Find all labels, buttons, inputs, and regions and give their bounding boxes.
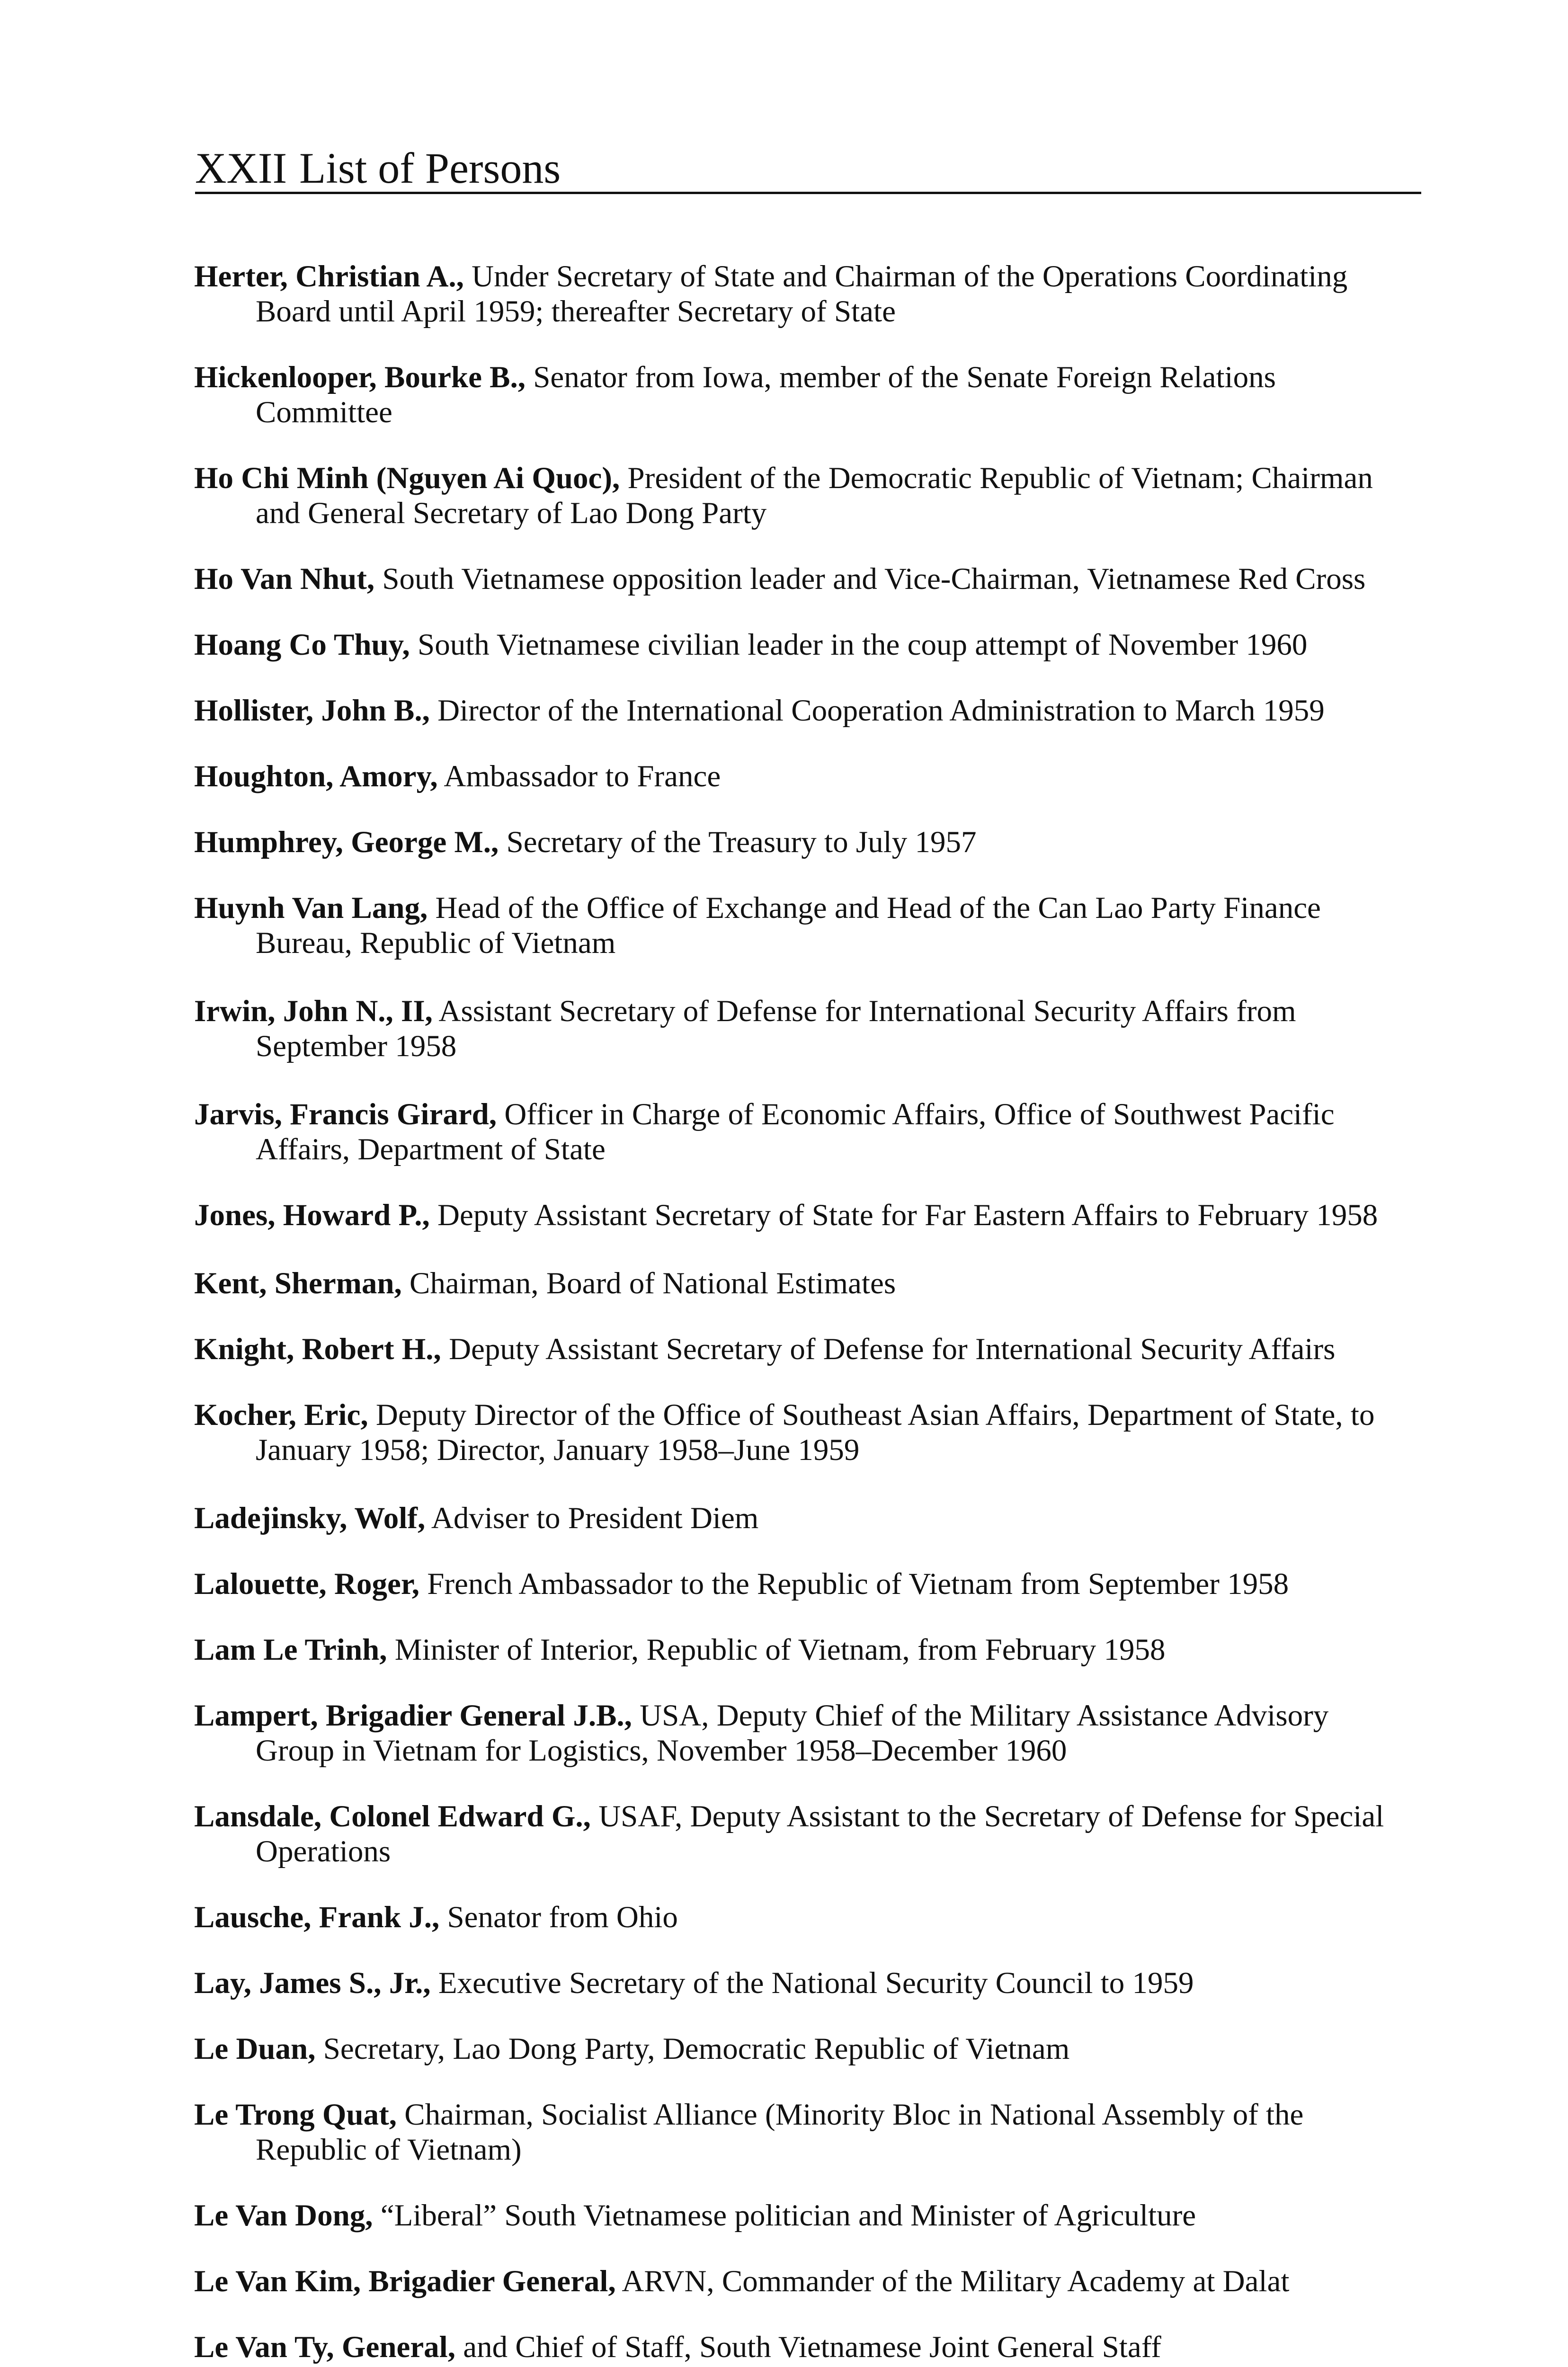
person-description: USAF, Deputy Assistant to the Secretary of Defense for Special Operations xyxy=(256,1799,1384,1869)
person-description: Senator from Ohio xyxy=(439,1900,678,1934)
person-name: Le Duan, xyxy=(194,2032,316,2066)
person-entry-jones xyxy=(194,1198,1411,1233)
person-description: Director of the International Cooperation Administration to March 1959 xyxy=(429,694,1325,728)
person-name: Le Van Dong, xyxy=(194,2198,373,2233)
header-text xyxy=(195,146,561,190)
person-name: Herter, Christian A., xyxy=(194,259,464,294)
person-description: Executive Secretary of the National Security Council to 1959 xyxy=(430,1966,1194,2000)
person-name: Lampert, Brigadier General J.B., xyxy=(194,1699,632,1733)
person-entry-lalouette xyxy=(194,1566,1411,1602)
person-name: Jarvis, Francis Girard, xyxy=(194,1097,497,1131)
person-name: Lam Le Trinh, xyxy=(194,1633,387,1667)
person-entry-hickenlooper xyxy=(194,360,1411,430)
person-entry-irwin xyxy=(194,994,1411,1064)
person-name: Hoang Co Thuy, xyxy=(194,628,410,662)
person-entry-ho-chi-minh xyxy=(194,461,1411,531)
person-name: Ho Chi Minh (Nguyen Ai Quoc), xyxy=(194,461,620,495)
person-entry-kent xyxy=(194,1266,1411,1301)
person-entry-huynh-van-lang xyxy=(194,890,1411,961)
person-name: Kocher, Eric, xyxy=(194,1398,368,1432)
person-entry-herter xyxy=(194,259,1411,329)
person-description: ARVN, Commander of the Military Academy at Dalat xyxy=(615,2264,1290,2298)
page-header xyxy=(195,129,1421,194)
person-description: Adviser to President Diem xyxy=(425,1501,759,1535)
page-title: List of Persons xyxy=(299,144,561,192)
person-name: Humphrey, George M., xyxy=(194,825,499,859)
person-name: Hickenlooper, Bourke B., xyxy=(194,360,526,394)
person-entry-le-duan xyxy=(194,2031,1411,2066)
persons-list xyxy=(194,228,1411,2367)
person-description: South Vietnamese civilian leader in the coup attempt of November 1960 xyxy=(410,628,1308,662)
person-entry-lampert xyxy=(194,1698,1411,1768)
person-name: Lausche, Frank J., xyxy=(194,1900,440,1934)
person-description: Deputy Assistant Secretary of Defense for International Security Affairs xyxy=(441,1332,1336,1366)
person-description: Under Secretary of State and Chairman of the Operations Coordinating Board until April 1959; thereafter Secretary of State xyxy=(256,259,1348,329)
person-description: French Ambassador to the Republic of Vietnam from September 1958 xyxy=(419,1567,1289,1601)
person-entry-houghton xyxy=(194,759,1411,794)
person-name: Ladejinsky, Wolf, xyxy=(194,1501,426,1535)
person-entry-le-van-dong xyxy=(194,2198,1411,2233)
person-description: Head of the Office of Exchange and Head of the Can Lao Party Finance Bureau, Republic of Vietnam xyxy=(256,891,1321,960)
person-name: Hollister, John B., xyxy=(194,694,430,728)
person-name: Le Van Ty, General, xyxy=(194,2330,455,2364)
person-entry-kocher xyxy=(194,1397,1411,1468)
person-name: Houghton, Amory, xyxy=(194,759,438,793)
person-entry-ho-van-nhut xyxy=(194,561,1411,596)
person-description: USA, Deputy Chief of the Military Assistance Advisory Group in Vietnam for Logistics, November 1958–December 1960 xyxy=(256,1699,1329,1768)
person-name: Lalouette, Roger, xyxy=(194,1567,419,1601)
person-entry-hollister xyxy=(194,693,1411,728)
person-description: Deputy Assistant Secretary of State for Far Eastern Affairs to February 1958 xyxy=(429,1198,1378,1232)
person-entry-lay xyxy=(194,1966,1411,2001)
person-name: Lansdale, Colonel Edward G., xyxy=(194,1799,591,1833)
person-entry-lam-le-trinh xyxy=(194,1632,1411,1667)
person-name: Kent, Sherman, xyxy=(194,1266,402,1300)
person-name: Le Van Kim, Brigadier General, xyxy=(194,2264,616,2298)
page-number: XXII xyxy=(195,144,287,192)
person-description: Chairman, Socialist Alliance (Minority Bloc in National Assembly of the Republic of Vietnam) xyxy=(256,2098,1304,2167)
person-name: Jones, Howard P., xyxy=(194,1198,430,1232)
person-description: Assistant Secretary of Defense for International Security Affairs from September 1958 xyxy=(256,994,1296,1063)
person-description: Deputy Director of the Office of Southeast Asian Affairs, Department of State, to January 1958; Director, January 1958–June 1959 xyxy=(256,1398,1375,1467)
person-description: Officer in Charge of Economic Affairs, Office of Southwest Pacific Affairs, Department of State xyxy=(256,1097,1335,1166)
person-description: South Vietnamese opposition leader and Vice-Chairman, Vietnamese Red Cross xyxy=(374,562,1366,596)
person-entry-le-trong-quat xyxy=(194,2097,1411,2167)
person-name: Lay, James S., Jr., xyxy=(194,1966,431,2000)
person-description: President of the Democratic Republic of Vietnam; Chairman and General Secretary of Lao Dong Party xyxy=(256,461,1373,530)
person-description: Chairman, Board of National Estimates xyxy=(401,1266,896,1300)
person-entry-ladejinsky xyxy=(194,1501,1411,1536)
person-description: Senator from Iowa, member of the Senate Foreign Relations Committee xyxy=(256,360,1276,429)
person-description: Ambassador to France xyxy=(437,759,721,793)
person-entry-le-van-ty xyxy=(194,2330,1411,2365)
person-description: Secretary of the Treasury to July 1957 xyxy=(499,825,977,859)
person-description: “Liberal” South Vietnamese politician and Minister of Agriculture xyxy=(373,2198,1196,2233)
person-description: Minister of Interior, Republic of Vietnam, from February 1958 xyxy=(387,1633,1166,1667)
person-entry-lausche xyxy=(194,1900,1411,1935)
person-entry-hoang-co-thuy xyxy=(194,627,1411,662)
person-entry-lansdale xyxy=(194,1799,1411,1869)
person-name: Le Trong Quat, xyxy=(194,2098,397,2132)
person-entry-jarvis xyxy=(194,1097,1411,1167)
person-name: Knight, Robert H., xyxy=(194,1332,441,1366)
person-name: Irwin, John N., II, xyxy=(194,994,433,1028)
person-name: Ho Van Nhut, xyxy=(194,562,375,596)
person-name: Huynh Van Lang, xyxy=(194,891,428,925)
person-entry-humphrey xyxy=(194,825,1411,860)
person-entry-knight xyxy=(194,1332,1411,1367)
person-description: and Chief of Staff, South Vietnamese Joint General Staff xyxy=(455,2330,1161,2364)
person-entry-le-van-kim xyxy=(194,2264,1411,2299)
person-description: Secretary, Lao Dong Party, Democratic Republic of Vietnam xyxy=(315,2032,1070,2066)
